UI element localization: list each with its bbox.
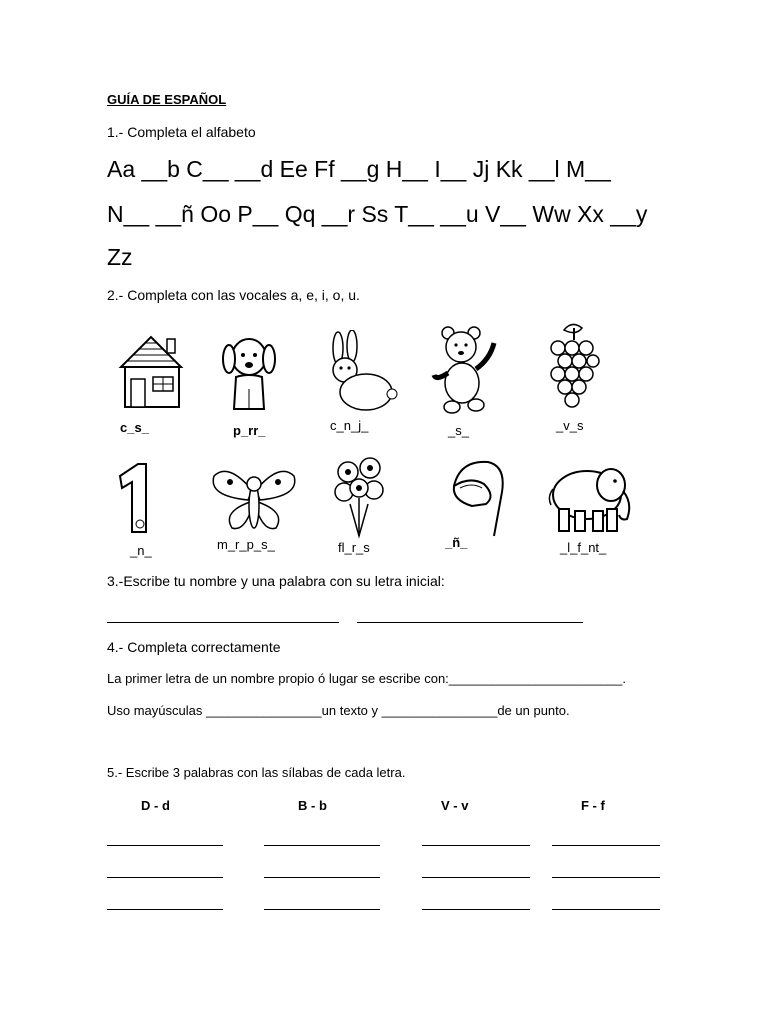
word-label-house: c_s_ bbox=[120, 420, 149, 435]
answer-line-v-2[interactable] bbox=[422, 877, 530, 878]
word-label-grapes: _v_s bbox=[556, 418, 584, 433]
dog-icon bbox=[218, 333, 280, 417]
alphabet-line-3: Zz bbox=[107, 244, 133, 270]
word-label-one: _n_ bbox=[130, 543, 152, 558]
bear-icon bbox=[428, 325, 508, 417]
answer-line-b-1[interactable] bbox=[264, 845, 380, 846]
page-title: GUÍA DE ESPAÑOL bbox=[107, 92, 227, 107]
answer-line-f-2[interactable] bbox=[552, 877, 660, 878]
syllable-header-b: B - b bbox=[298, 798, 327, 813]
elephant-icon bbox=[547, 459, 637, 537]
grapes-icon bbox=[546, 318, 602, 414]
word-label-rabbit: c_n_j_ bbox=[330, 418, 369, 433]
answer-line-d-2[interactable] bbox=[107, 877, 223, 878]
answer-line-d-1[interactable] bbox=[107, 845, 223, 846]
answer-line-v-1[interactable] bbox=[422, 845, 530, 846]
number-one-icon bbox=[114, 460, 158, 540]
answer-line-f-1[interactable] bbox=[552, 845, 660, 846]
butterfly-icon bbox=[208, 462, 300, 534]
syllable-header-v: V - v bbox=[441, 798, 469, 813]
answer-line-f-3[interactable] bbox=[552, 909, 660, 910]
syllable-header-f: F - f bbox=[581, 798, 605, 813]
word-label-bear: _s_ bbox=[448, 423, 469, 438]
syllable-header-d: D - d bbox=[141, 798, 170, 813]
question-3: 3.-Escribe tu nombre y una palabra con su letra inicial: bbox=[107, 573, 445, 589]
question-2: 2.- Completa con las vocales a, e, i, o, u. bbox=[107, 287, 360, 303]
question-5: 5.- Escribe 3 palabras con las sílabas de cada letra. bbox=[107, 765, 406, 780]
answer-line-b-3[interactable] bbox=[264, 909, 380, 910]
flowers-icon bbox=[330, 454, 390, 540]
word-label-dog: p_rr_ bbox=[233, 423, 266, 438]
word-label-butterfly: m_r_p_s_ bbox=[217, 537, 275, 552]
answer-line-d-3[interactable] bbox=[107, 909, 223, 910]
house-icon bbox=[107, 333, 195, 413]
word-label-elephant: _l_f_nt_ bbox=[560, 540, 607, 555]
question-4: 4.- Completa correctamente bbox=[107, 639, 281, 655]
word-label-flowers: fl_r_s bbox=[338, 540, 370, 555]
fingernail-icon bbox=[444, 456, 510, 538]
word-label-nail: _ñ_ bbox=[445, 535, 468, 550]
answer-line-b-2[interactable] bbox=[264, 877, 380, 878]
question-1: 1.- Completa el alfabeto bbox=[107, 124, 256, 140]
question-4-sentence-2: Uso mayúsculas ________________un texto y ________________de un punto. bbox=[107, 703, 570, 718]
rabbit-icon bbox=[318, 330, 398, 414]
question-4-sentence-1: La primer letra de un nombre propio ó lugar se escribe con:________________________. bbox=[107, 671, 626, 686]
answer-line-name[interactable] bbox=[107, 622, 339, 623]
alphabet-line-1: Aa __b C__ __d Ee Ff __g H__ I__ Jj Kk __l M__ bbox=[107, 156, 611, 182]
alphabet-line-2: N__ __ñ Oo P__ Qq __r Ss T__ __u V__ Ww Xx __y bbox=[107, 201, 648, 227]
answer-line-word[interactable] bbox=[357, 622, 583, 623]
answer-line-v-3[interactable] bbox=[422, 909, 530, 910]
